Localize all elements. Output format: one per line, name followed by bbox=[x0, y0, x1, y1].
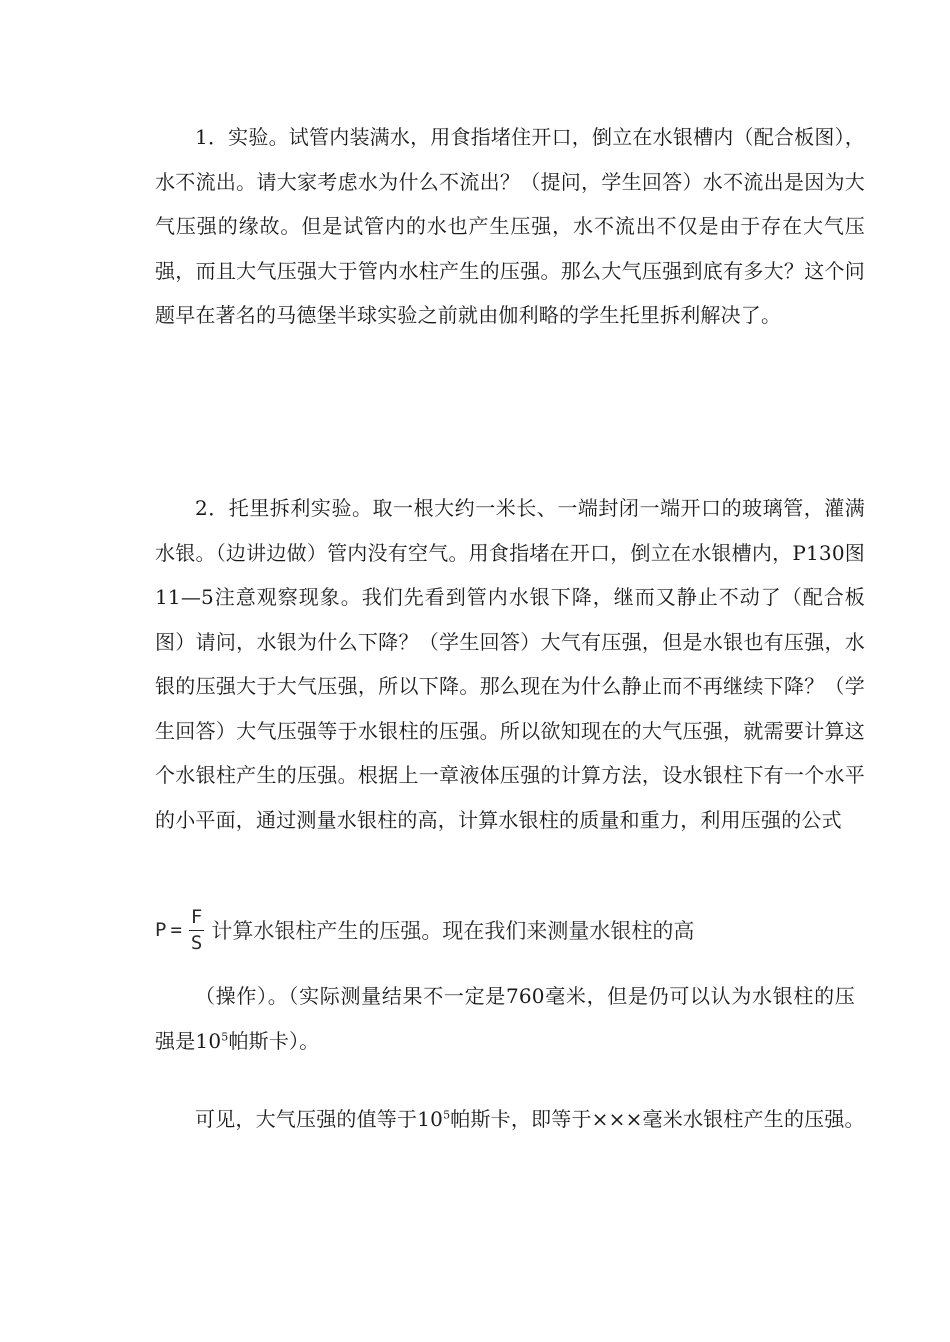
pressure-formula-line bbox=[155, 898, 855, 962]
p4-exponent: 5 bbox=[443, 1108, 451, 1122]
p3-exponent: 5 bbox=[221, 1029, 229, 1043]
formula-equals: = bbox=[170, 919, 182, 941]
pressure-formula bbox=[155, 905, 207, 954]
p4-text-after: 帕斯卡，即等于×××毫米水银柱产生的压强。 bbox=[450, 1107, 865, 1131]
paragraph-operation-note bbox=[155, 974, 855, 1063]
paragraph-torricelli-experiment: 2．托里拆利实验。取一根大约一米长、一端封闭一端开口的玻璃管，灌满水银。（边讲边做）管内没有空气。用食指堵在开口，倒立在水银槽内，P130图11—5注意观察现象。我们先看到管内水银下降，继而又静止不动了（配合板图）请问，水银为什么下降？（学生回答）大气有压强，但是水银也有压强，水银的压强大于大气压强，所以下降。那么现在为什么静止而不再继续下降？（学生回答）大气压强等于水银柱的压强。所以欲知现在的大气压强，就需要计算这个水银柱产生的压强。根据上一章液体压强的计算方法，设水银柱下有一个水平的小平面，通过测量水银柱的高，计算水银柱的质量和重力，利用压强的公式 bbox=[155, 496, 865, 832]
formula-caption: 计算水银柱产生的压强。现在我们来测量水银柱的高 bbox=[211, 919, 695, 943]
formula-lhs: P bbox=[155, 919, 167, 941]
formula-numerator: F bbox=[189, 908, 204, 931]
formula-fraction bbox=[189, 905, 204, 954]
p3-text-after: 帕斯卡）。 bbox=[228, 1028, 320, 1053]
formula-denominator: S bbox=[190, 931, 203, 954]
paragraph-experiment-1: 1．实验。试管内装满水，用食指堵住开口，倒立在水银槽内（配合板图），水不流出。请大家考虑水为什么不流出？（提问，学生回答）水不流出是因为大气压强的缘故。但是试管内的水也产生压强，水不流出不仅是由于存在大气压强，而且大气压强大于管内水柱产生的压强。那么大气压强到底有多大？这个问题早在著名的马德堡半球实验之前就由伽利略的学生托里拆利解决了。 bbox=[155, 125, 865, 327]
paragraph-conclusion bbox=[155, 1097, 865, 1142]
p3-text-before: （操作）。（实际测量结果不一定是760毫米，但是仍可以认为水银柱的压强是10 bbox=[155, 984, 855, 1053]
p4-text-before: 可见，大气压强的值等于10 bbox=[195, 1107, 444, 1131]
